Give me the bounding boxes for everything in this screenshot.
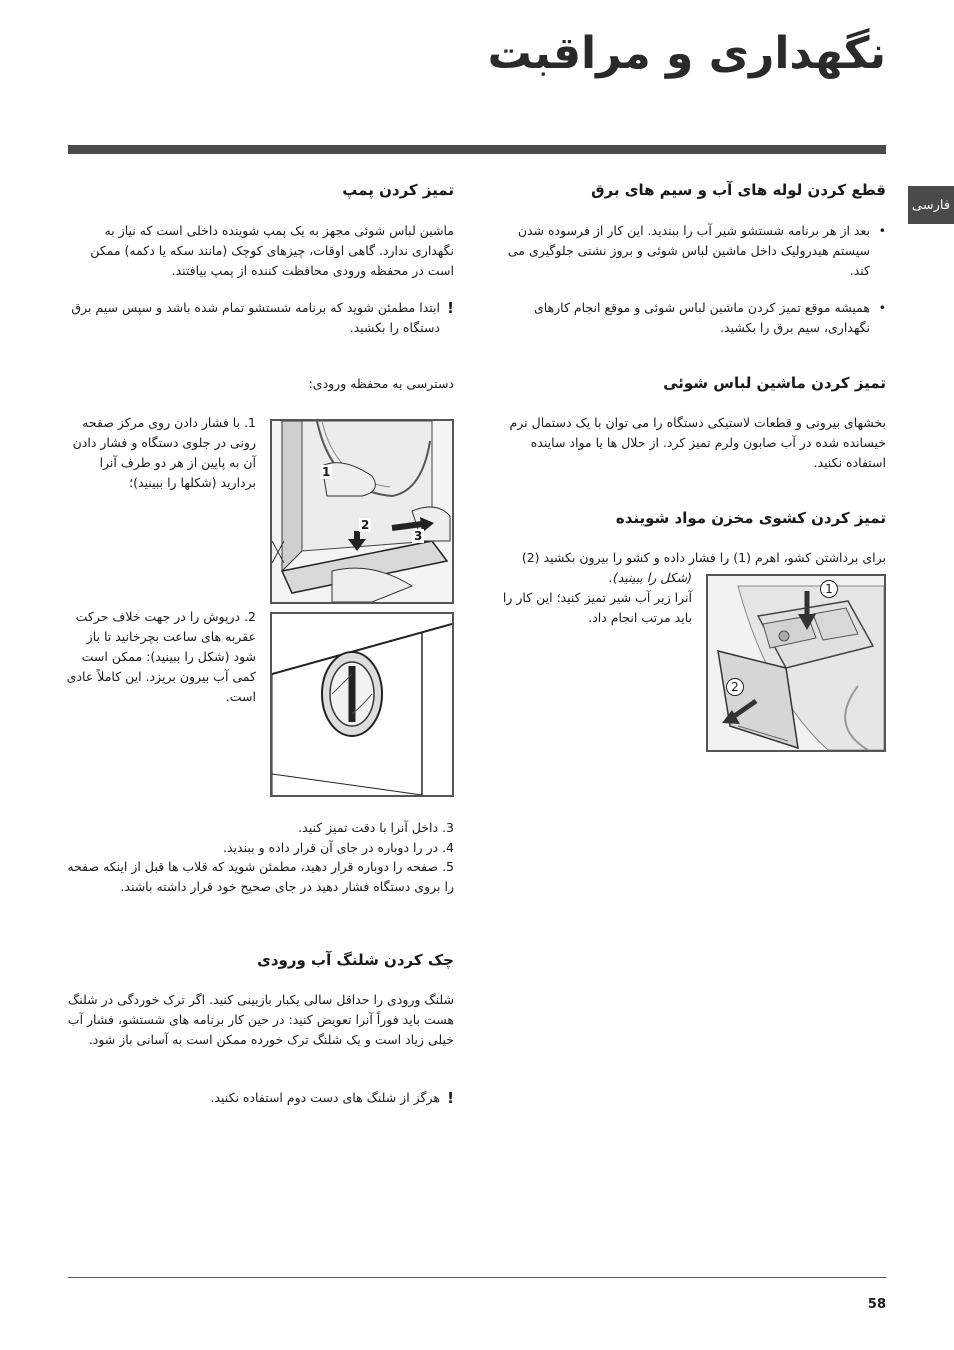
pump-warning: ! ابتدا مطمئن شوید که برنامه شستشو تمام شده باشد و سپس سیم برق دستگاه را بکشید. — [62, 298, 454, 338]
drawer-clean-text: آنرا زیر آب شیر تمیز کنید؛ این کار را باید مرتب انجام داد. — [502, 590, 692, 625]
bullet-close-tap: • بعد از هر برنامه شستشو شیر آب را ببندید. این کار از فرسوده شدن سیستم هیدرولیک داخل ماشین لباس شوئی و بروز نشتی جلوگیری می کند. — [494, 221, 886, 281]
language-tab[interactable]: فارسی — [908, 186, 954, 224]
step-5: 5. صفحه را دوباره قرار دهید، مطمئن شوید که قلاب ها قبل از اینکه صفحه را بروی دستگاه فشار دهید در جای صحیح خود قرار داشته باشند. — [67, 859, 454, 894]
panel-step-3-marker: 3 — [414, 529, 423, 543]
drawer-instruction: برای برداشتن کشو، اهرم (1) را فشار داده و کشو را بیرون بکشید (2) — [521, 550, 886, 565]
pump-cover-figure — [270, 612, 454, 797]
step-2: 2. درپوش را در جهت خلاف حرکت عقربه های ساعت بچرخانید تا باز شود (شکل را ببینید): ممکن است کمی آب بیرون بریزد. این کاملاً عادی است. — [66, 609, 256, 704]
step-1: 1. با فشار دادن روی مرکز صفحه رونی در جلوی دستگاه و فشار دادن آن به پایین از هر دو طرف آنرا بردارید (شکلها را ببینید)؛ — [72, 415, 256, 490]
heading-disconnect: قطع کردن لوله های آب و سیم های برق — [591, 181, 886, 199]
footer-rule — [68, 1277, 886, 1278]
panel-step-2-marker: 2 — [361, 518, 370, 532]
step-3: 3. داخل آنرا با دقت تمیز کنید. — [298, 820, 454, 835]
header-rule — [68, 145, 886, 154]
hose-warning: ! هرگز از شلنگ های دست دوم استفاده نکنید. — [62, 1088, 454, 1108]
heading-clean-pump: تمیز کردن پمپ — [342, 181, 454, 199]
pump-cover-illustration — [272, 614, 452, 795]
panel-removal-figure — [270, 419, 454, 604]
hose-text: شلنگ ورودی را حداقل سالی یکبار بازبینی کنید. اگر ترک خوردگی در شلنگ هست باید فوراً آنرا تعویض کنید: در حین کار برنامه های شستشو، فشار آب خیلی زیاد است و یک شلنگ ترک خورده ممکن است به آسانی باز شود. — [67, 992, 454, 1047]
panel-illustration — [272, 421, 452, 602]
drawer-figure — [706, 574, 886, 752]
heading-clean-drawer: تمیز کردن کشوی مخزن مواد شوینده — [615, 509, 886, 527]
page-title: نگهداری و مراقبت — [487, 28, 886, 79]
page-number: 58 — [867, 1297, 886, 1312]
step-4: 4. در را دوباره در جای آن قرار داده و ببندید. — [223, 840, 454, 855]
panel-step-1-marker: 1 — [322, 465, 331, 479]
heading-check-hose: چک کردن شلنگ آب ورودی — [257, 951, 454, 969]
drawer-illustration — [708, 576, 884, 750]
pump-text: ماشین لباس شوئی مجهز به یک پمپ شوینده داخلی است که نیاز به نگهداری ندارد. گاهی اوقات، چیزهای کوچک (مانند سکه یا دکمه) ممکن است در محفظه ورودی محافظت کننده از پمپ بیافتند. — [90, 223, 454, 278]
heading-clean-machine: تمیز کردن ماشین لباس شوئی — [663, 374, 886, 392]
drawer-marker-2: 2 — [726, 678, 744, 696]
drawer-marker-1: 1 — [820, 580, 838, 598]
access-label: دسترسی به محفظه ورودی: — [308, 376, 454, 391]
drawer-see-figure: (شکل را ببینید). — [608, 570, 692, 585]
bullet-unplug: • همیشه موقع تمیز کردن ماشین لباس شوئی و موقع انجام کارهای نگهداری، سیم برق را بکشید. — [494, 298, 886, 338]
clean-machine-text: بخشهای بیرونی و قطعات لاستیکی دستگاه را می توان با یک دستمال نرم خیسانده شده در آب صابون ولرم تمیز کرد. از حلال ها یا مواد ساینده استفاده نکنید. — [509, 415, 886, 470]
